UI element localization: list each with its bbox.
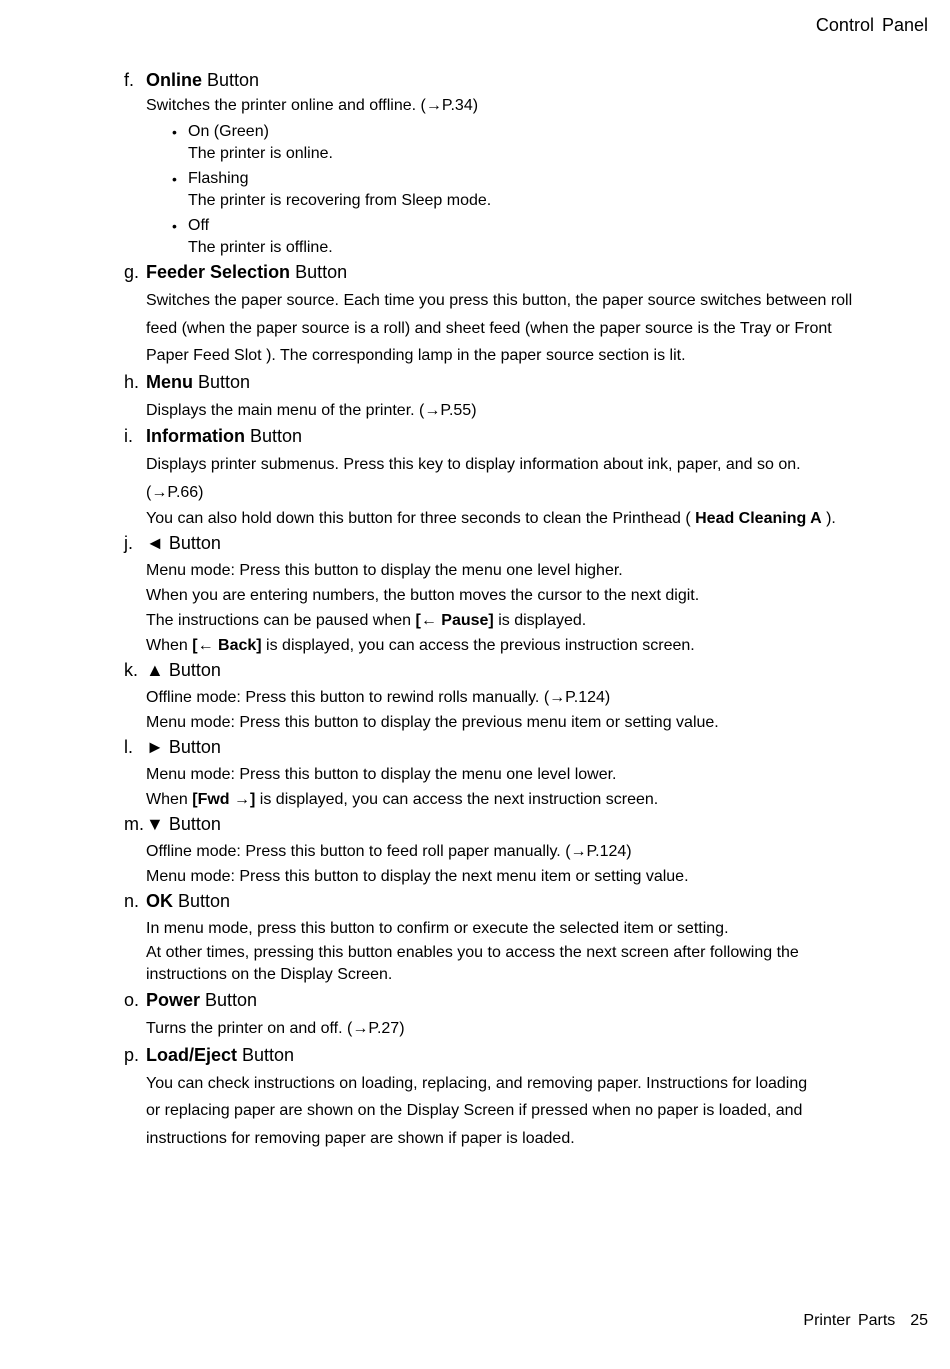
page-footer bbox=[803, 1312, 928, 1330]
item-name: OK bbox=[146, 891, 173, 911]
text-run: is displayed, you can access the next instruction screen. bbox=[255, 791, 659, 808]
item-text: Menu mode: Press this button to display the menu one level higher. bbox=[146, 562, 623, 579]
item-text: feed (when the paper source is a roll) and sheet feed (when the paper source is the Tray or Front bbox=[146, 319, 832, 337]
item-heading bbox=[124, 889, 894, 913]
button-descriptions bbox=[124, 68, 894, 1152]
item-text: instructions for removing paper are shown if paper is loaded. bbox=[146, 1129, 575, 1147]
item-load-eject-button bbox=[124, 1043, 894, 1153]
text-run: ). bbox=[821, 510, 836, 527]
item-suffix: Button bbox=[237, 1044, 295, 1065]
item-text: In menu mode, press this button to confirm or execute the selected item or setting. bbox=[146, 920, 729, 937]
page-number: 25 bbox=[910, 1312, 928, 1329]
item-text: Switches the printer online and offline. (→P.34) bbox=[146, 97, 479, 114]
item-text: You can check instructions on loading, replacing, and removing paper. Instructions for loading bbox=[146, 1074, 808, 1092]
item-suffix: Button bbox=[290, 262, 348, 282]
text-run: is displayed. bbox=[493, 612, 587, 629]
screen-label: [← Back] bbox=[192, 637, 262, 654]
item-text bbox=[146, 787, 894, 812]
item-letter: m. bbox=[124, 814, 144, 834]
item-text: Offline mode: Press this button to rewind rolls manually. (→P.124) bbox=[146, 689, 611, 706]
item-text: Paper Feed Slot ). The corresponding lamp in the paper source section is lit. bbox=[146, 347, 686, 364]
left-arrow-icon: ◄ bbox=[146, 533, 164, 553]
item-information-button bbox=[124, 424, 894, 531]
item-suffix: Button bbox=[200, 990, 258, 1010]
screen-label: [← Pause] bbox=[415, 612, 494, 629]
item-letter: g. bbox=[124, 262, 140, 282]
item-text: or replacing paper are shown on the Display Screen if pressed when no paper is loaded, and bbox=[146, 1102, 803, 1119]
item-letter: j. bbox=[124, 533, 133, 553]
text-run: When bbox=[146, 637, 193, 654]
item-text: (→P.66) bbox=[146, 483, 204, 501]
status-item bbox=[188, 168, 894, 212]
status-title: Flashing bbox=[188, 170, 249, 187]
item-heading bbox=[124, 370, 894, 394]
item-online-button bbox=[124, 68, 894, 259]
item-text: Displays printer submenus. Press this key to display information about ink, paper, and so on. bbox=[146, 456, 801, 473]
item-menu-button bbox=[124, 370, 894, 425]
item-up-button bbox=[124, 658, 894, 735]
item-letter: l. bbox=[124, 737, 133, 757]
item-letter: o. bbox=[124, 990, 140, 1010]
item-letter: n. bbox=[124, 891, 140, 911]
item-text bbox=[146, 608, 894, 633]
status-desc: The printer is online. bbox=[188, 145, 333, 162]
item-text: Offline mode: Press this button to feed roll paper manually. (→P.124) bbox=[146, 843, 632, 860]
item-heading bbox=[124, 812, 894, 836]
item-heading bbox=[124, 531, 894, 555]
item-heading bbox=[124, 424, 894, 448]
up-arrow-icon: ▲ bbox=[146, 660, 164, 680]
item-name: Feeder Selection bbox=[146, 262, 291, 282]
status-item bbox=[188, 121, 894, 165]
item-text: Turns the printer on and off. (→P.27) bbox=[146, 1020, 405, 1037]
item-suffix: Button bbox=[163, 660, 221, 680]
item-letter: k. bbox=[124, 660, 139, 680]
item-feeder-selection-button bbox=[124, 260, 894, 370]
text-run: You can also hold down this button for three seconds to clean the Printhead ( bbox=[146, 510, 696, 527]
item-left-button bbox=[124, 531, 894, 658]
item-text bbox=[146, 633, 894, 658]
item-heading bbox=[124, 1043, 894, 1067]
status-list bbox=[188, 121, 894, 259]
item-letter: f. bbox=[124, 70, 135, 90]
status-desc: The printer is offline. bbox=[188, 239, 333, 256]
item-letter: p. bbox=[124, 1044, 140, 1065]
item-heading bbox=[124, 988, 894, 1012]
item-text: Displays the main menu of the printer. (→P.55) bbox=[146, 401, 477, 419]
item-down-button bbox=[124, 812, 894, 889]
item-heading bbox=[124, 735, 894, 759]
item-text: Menu mode: Press this button to display the previous menu item or setting value. bbox=[146, 714, 719, 731]
status-title: On (Green) bbox=[188, 123, 269, 140]
footer-section: Printer Parts bbox=[803, 1312, 896, 1329]
screen-label: [Fwd →] bbox=[192, 791, 256, 808]
status-desc: The printer is recovering from Sleep mode. bbox=[188, 192, 492, 209]
item-text: At other times, pressing this button enables you to access the next screen after following the bbox=[146, 944, 799, 961]
item-suffix: Button bbox=[163, 737, 221, 757]
item-heading bbox=[124, 260, 894, 284]
item-right-button bbox=[124, 735, 894, 812]
item-suffix: Button bbox=[245, 426, 303, 446]
item-name: Power bbox=[146, 990, 201, 1010]
item-suffix: Button bbox=[202, 70, 260, 90]
text-run: The instructions can be paused when bbox=[146, 612, 416, 629]
text-run: is displayed, you can access the previous instruction screen. bbox=[261, 637, 695, 654]
item-text: Menu mode: Press this button to display the next menu item or setting value. bbox=[146, 868, 689, 885]
item-name: Online bbox=[146, 70, 203, 90]
item-suffix: Button bbox=[173, 891, 231, 911]
item-name: Information bbox=[146, 426, 245, 446]
item-letter: i. bbox=[124, 426, 133, 446]
item-name: Load/Eject bbox=[146, 1044, 238, 1065]
item-text: instructions on the Display Screen. bbox=[146, 966, 393, 983]
page-header-title: Control Panel bbox=[815, 15, 928, 35]
item-suffix: Button bbox=[163, 814, 221, 834]
status-title: Off bbox=[188, 217, 210, 234]
item-text: Switches the paper source. Each time you press this button, the paper source switches between roll bbox=[146, 292, 853, 309]
status-item bbox=[188, 215, 894, 259]
item-power-button bbox=[124, 988, 894, 1043]
menu-option-name: Head Cleaning A bbox=[695, 510, 822, 527]
item-suffix: Button bbox=[193, 371, 251, 392]
text-run: When bbox=[146, 791, 193, 808]
item-suffix: Button bbox=[163, 533, 221, 553]
item-heading bbox=[124, 68, 894, 92]
item-ok-button bbox=[124, 889, 894, 986]
down-arrow-icon: ▼ bbox=[146, 814, 164, 834]
item-text: When you are entering numbers, the button moves the cursor to the next digit. bbox=[146, 587, 700, 604]
right-arrow-icon: ► bbox=[146, 737, 164, 757]
item-text: Menu mode: Press this button to display the menu one level lower. bbox=[146, 766, 617, 783]
item-heading bbox=[124, 658, 894, 682]
item-letter: h. bbox=[124, 371, 140, 392]
item-text bbox=[146, 506, 894, 531]
item-name: Menu bbox=[146, 371, 193, 392]
